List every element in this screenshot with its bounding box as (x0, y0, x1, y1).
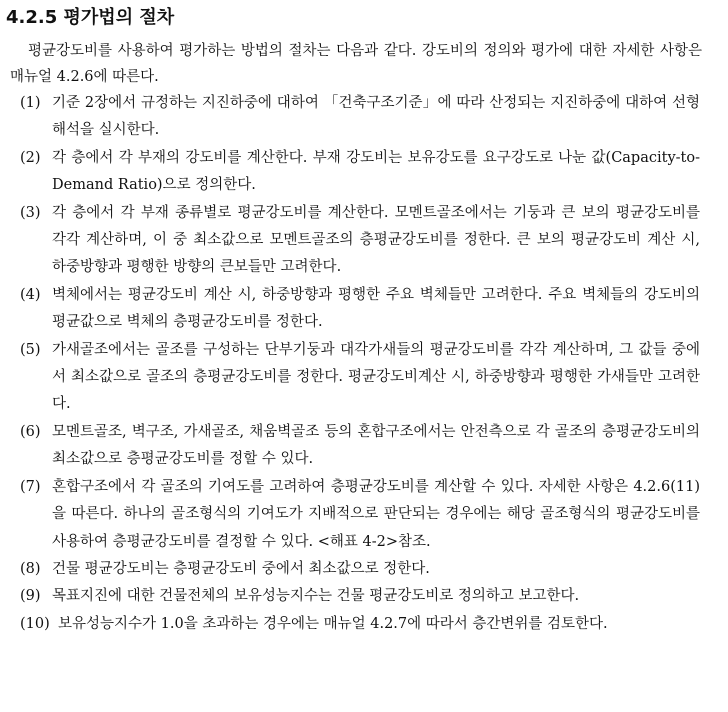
list-item (20, 556, 700, 583)
section-title: 평가법의 절차 (63, 7, 175, 28)
item-number: (9) (20, 588, 41, 605)
list-item (20, 337, 700, 419)
item-number: (10) (20, 615, 50, 632)
list-item (20, 583, 700, 610)
intro-paragraph: 평균강도비를 사용하여 평가하는 방법의 절차는 다음과 같다. 강도비의 정의와 평가에 대한 자세한 사항은 매뉴얼 4.2.6에 따른다. (10, 43, 702, 85)
item-text: 보유성능지수가 1.0을 초과하는 경우에는 매뉴얼 4.2.7에 따라서 층간변위를 검토한다. (58, 615, 608, 632)
item-number: (6) (20, 423, 41, 440)
section-number: 4.2.5 (6, 7, 58, 28)
list-item (20, 611, 700, 638)
list-item (20, 145, 700, 200)
item-number: (8) (20, 560, 41, 577)
item-number: (7) (20, 478, 41, 495)
item-number: (2) (20, 149, 41, 166)
item-text: 목표지진에 대한 건물전체의 보유성능지수는 건물 평균강도비로 정의하고 보고한다. (52, 588, 580, 605)
item-text: 혼합구조에서 각 골조의 기여도를 고려하여 층평균강도비를 계산할 수 있다. 자세한 사항은 4.2.6(11)을 따른다. 하나의 골조형식의 기여도가 지배적으로 판단되는 경우에는 해당 골조형식의 평균강도비를 사용하여 층평균강도비를 결정할 수 있다. <해표 4-2>참조. (52, 478, 700, 550)
item-text: 벽체에서는 평균강도비 계산 시, 하중방향과 평행한 주요 벽체들만 고려한다. 주요 벽체들의 강도비의 평균값으로 벽체의 층평균강도비를 정한다. (52, 286, 700, 331)
item-number: (4) (20, 286, 41, 303)
item-number: (1) (20, 95, 41, 111)
section-heading (6, 6, 174, 30)
item-text: 각 층에서 각 부재 종류별로 평균강도비를 계산한다. 모멘트골조에서는 기둥과 큰 보의 평균강도비를 각각 계산하며, 이 중 최소값으로 모멘트골조의 층평균강도비를 정한다. 큰 보의 평균강도비 계산 시, 하중방향과 평행한 방향의 큰보들만 고려한다. (52, 204, 700, 276)
item-number: (5) (20, 341, 41, 358)
item-text: 모멘트골조, 벽구조, 가새골조, 채움벽골조 등의 혼합구조에서는 안전측으로 각 골조의 층평균강도비의 최소값으로 층평균강도비를 정할 수 있다. (52, 423, 700, 468)
item-text: 가새골조에서는 골조를 구성하는 단부기둥과 대각가새들의 평균강도비를 각각 계산하며, 그 값들 중에서 최소값으로 골조의 층평균강도비를 정한다. 평균강도비계산 시, 하중방향과 평행한 가새들만 고려한다. (52, 341, 700, 413)
item-number: (3) (20, 204, 41, 221)
list-item (20, 474, 700, 556)
item-text: 각 층에서 각 부재의 강도비를 계산한다. 부재 강도비는 보유강도를 요구강도로 나눈 값(Capacity-to-Demand Ratio)으로 정의한다. (52, 149, 700, 194)
list-item (20, 419, 700, 474)
list-item (20, 90, 700, 145)
list-item (20, 282, 700, 337)
item-text: 기준 2장에서 규정하는 지진하중에 대하여 「건축구조기준」에 따라 산정되는 지진하중에 대하여 선형해석을 실시한다. (52, 95, 700, 139)
item-text: 건물 평균강도비는 층평균강도비 중에서 최소값으로 정한다. (52, 560, 430, 577)
list-item (20, 200, 700, 282)
procedure-list (20, 90, 700, 638)
